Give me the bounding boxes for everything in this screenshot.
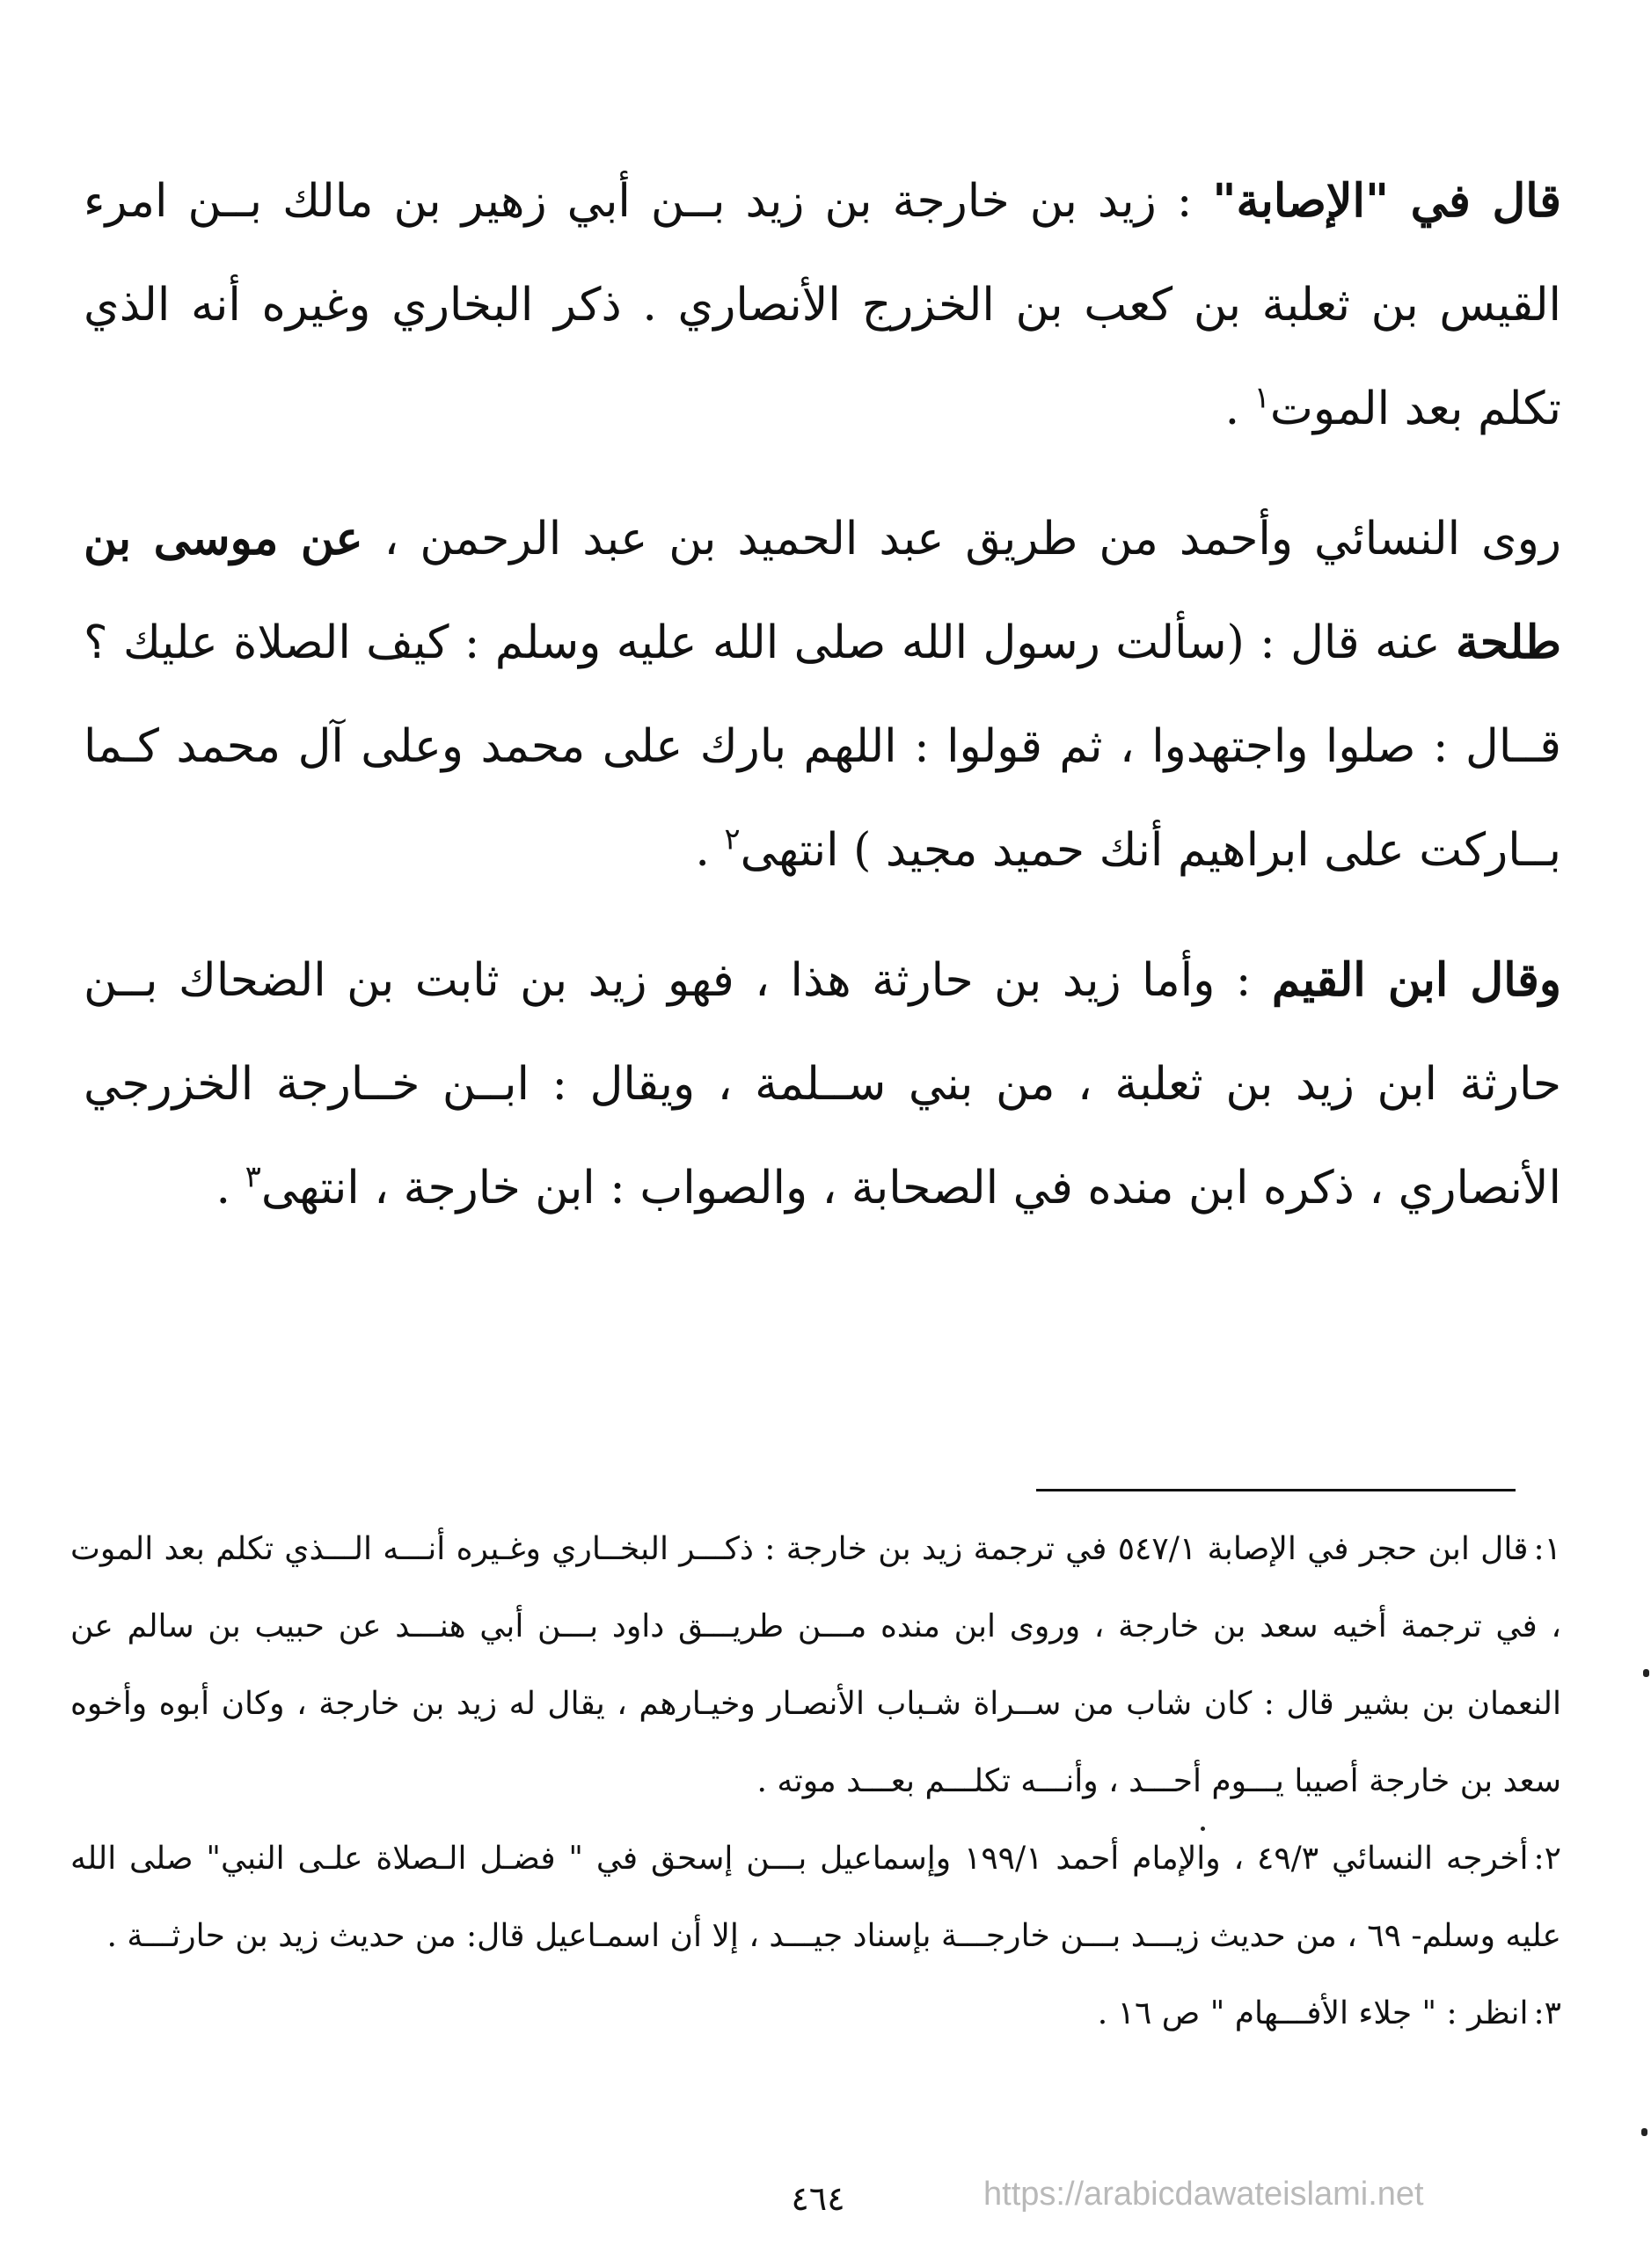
footnote-1 (70, 1511, 1561, 1820)
paragraph-end: . (216, 1162, 245, 1214)
scan-speck (1641, 2128, 1647, 2136)
scan-speck (1643, 1669, 1649, 1677)
paragraph-end: . (695, 824, 725, 877)
footnote-ref-1[interactable]: ١ (1253, 380, 1270, 416)
footnote-divider (1036, 1489, 1516, 1491)
footnote-ref-3[interactable]: ٣ (245, 1159, 261, 1195)
footnote-2 (70, 1820, 1561, 1975)
page-number: ٤٦٤ (791, 2179, 845, 2218)
footnote-number: ٢: (1533, 1841, 1561, 1877)
footnote-text: أخرجه النسائي ٤٩/٣ ، والإمام أحمد ١٩٩/١ وإسماعيل بـــن إسحق في " فضـل الـصلاة علـى النبي" صلى الله عليه وسلم- ٦٩ ، من حديث زيـــد بـــن خارجـــة بإسناد جيـــد ، إلا أن اسمـاعيل قال: من حديث زيد بن حارثـــة . (70, 1841, 1561, 1954)
footnotes-section (70, 1511, 1561, 2053)
paragraph-text-after: عنه قال : (سألت رسول الله صلى الله عليه وسلم : كيف الصلاة عليك ؟ قــال : صلوا واجتهدوا ، ثم قولوا : اللهم بارك على محمد وعلى آل محمد كـما بــاركت على ابراهيم أنك حميد مجيد ) انتهى (84, 616, 1561, 877)
paragraph-lead-bold: قال في "الإصابة" (1212, 174, 1561, 228)
footnote-3 (70, 1975, 1561, 2053)
paragraph-text: : وأما زيد بن حارثة هذا ، فهو زيد بن ثابت بن الضحاك بــن حارثة ابن زيد بن ثعلبة ، من بني ســلمة ، ويقال : ابــن خــارجة الخزرجي الأنصاري ، ذكره ابن منده في الصحابة ، والصواب : ابن خارجة ، انتهى (84, 954, 1561, 1214)
footnote-text: انظر : " جلاء الأفـــهام " ص ١٦ . (1097, 1995, 1529, 2031)
footnote-number: ٣: (1533, 1995, 1561, 2031)
paragraph-text: : زيد بن خارجة بن زيد بــن أبي زهير بن مالك بــن امرء القيس بن ثعلبة بن كعب بن الخزرج الأنصاري . ذكر البخاري وغيره أنه الذي تكلم بعد الموت (84, 175, 1561, 435)
footnote-text: قال ابن حجر في الإصابة ٥٤٧/١ في ترجمة زيد بن خارجة : ذكـــر البخــاري وغـيره أنـــه الـــذي تكلم بعد الموت ، في ترجمة أخيه سعد بن خارجة ، وروى ابن منده مـــن طريـــق داود بـــن أبي هنـــد عن حبيب بن سالم عن النعمان بن بشير قال : كان شاب من ســراة شـباب الأنصـار وخيـارهم ، يقال له زيد بن خارجة ، وكان أبوه وأخوه سعد بن خارجة أصيبا يـــوم أحـــد ، وأنـــه تكلـــم بعـــد موته . (70, 1531, 1561, 1799)
paragraph-text-before: روى النسائي وأحمد من طريق عبد الحميد بن عبد الرحمن ، (362, 513, 1561, 565)
paragraph-end: . (1224, 383, 1254, 435)
paragraph-lead-bold: وقال ابن القيم (1271, 953, 1562, 1007)
paragraph-ibn-qayyim (84, 929, 1561, 1240)
paragraph-nasai (84, 487, 1561, 902)
paragraph-isabah (84, 149, 1561, 461)
scan-speck (1201, 1827, 1205, 1831)
footnote-ref-2[interactable]: ٢ (724, 821, 741, 857)
main-text (84, 149, 1561, 1266)
footnote-number: ١: (1533, 1531, 1562, 1567)
watermark-url: https://arabicdawateislami.net (983, 2176, 1424, 2213)
paragraph-bold-mid: عن موسى بن طلحة (84, 512, 1561, 669)
